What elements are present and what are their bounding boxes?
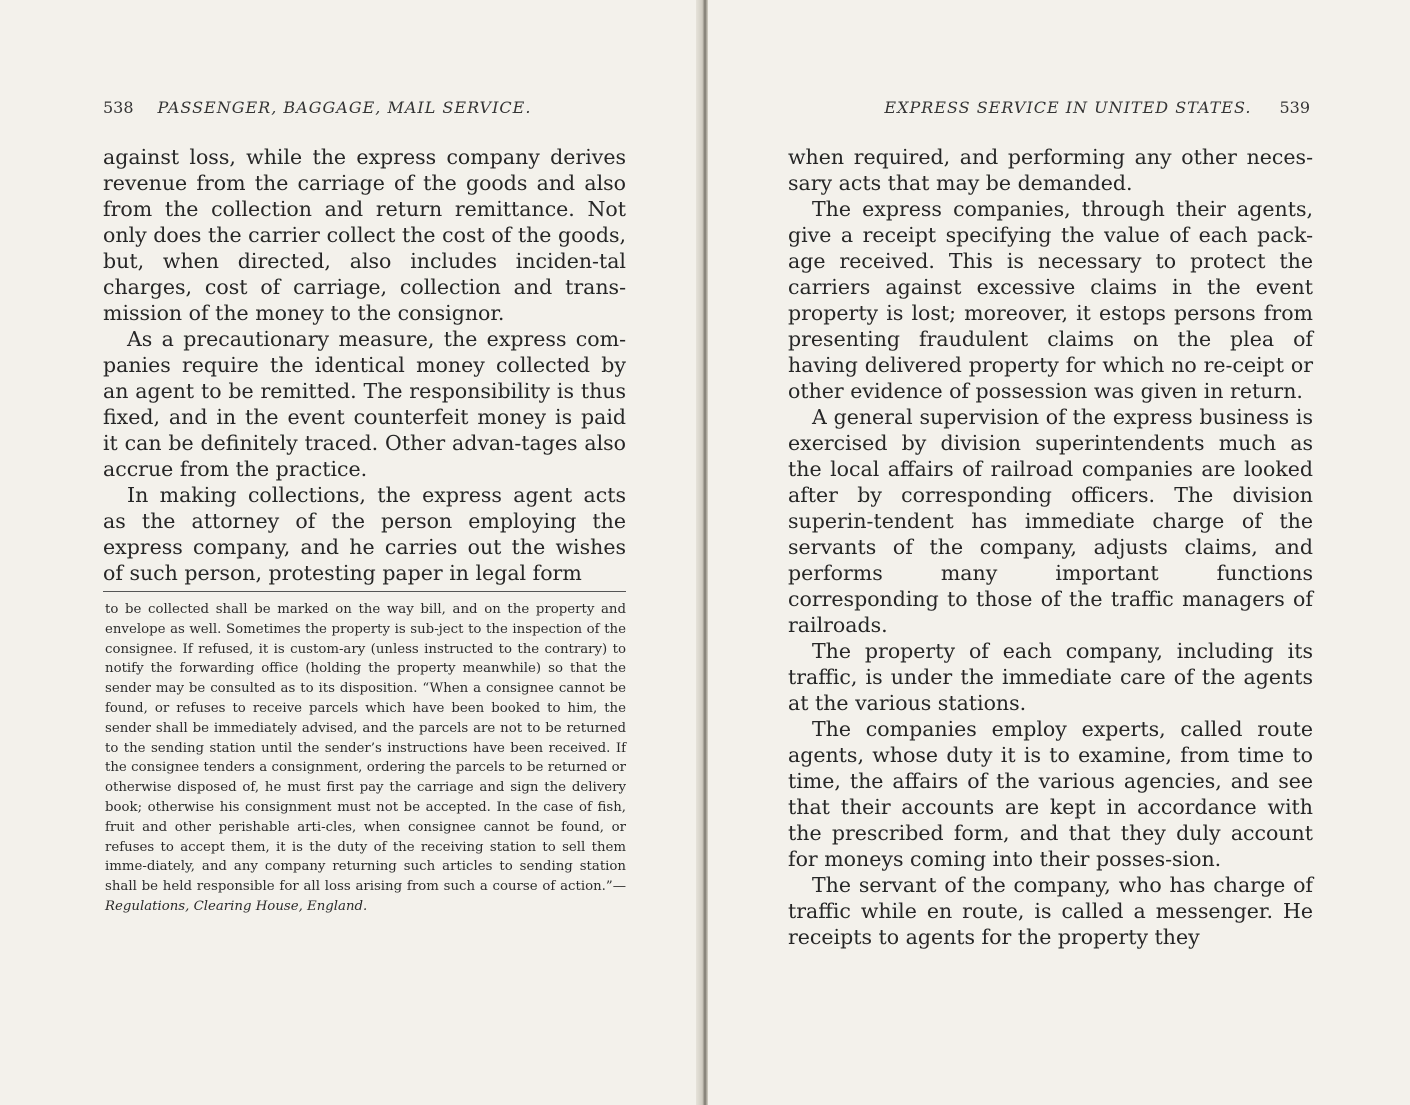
paragraph: against loss, while the express company derives revenue from the carriage of the goods and also from the collection and return remittance. Not only does the carrier collect the cost of the goods, but, when directed, also includes inciden-tal charges, cost of carriage, collection and trans-mission of the money to the consignor.	[103, 145, 626, 325]
paragraph: when required, and performing any other neces-sary acts that may be demanded.	[788, 145, 1313, 195]
paragraph: As a precautionary measure, the express com-panies require the identical money collected by an agent to be remitted. The responsibility is thus fixed, and in the event counterfeit money is paid it can be definitely traced. Other advan-tages also accrue from the practice.	[103, 327, 626, 481]
page-number-right: 539	[1279, 98, 1310, 117]
paragraph: The servant of the company, who has charge of traffic while en route, is called a messenger. He receipts to agents for the property they	[788, 873, 1313, 949]
footnote-source: Regulations, Clearing House, England.	[105, 898, 368, 914]
running-head-right: EXPRESS SERVICE IN UNITED STATES.	[884, 98, 1252, 117]
footnote-text: to be collected shall be marked on the way bill, and on the property and envelope as well. Sometimes the property is sub-ject to the inspection of the consignee. If refused, it is custom-ary (unless instructed to the contrary) to notify the forwarding office (holding the property meanwhile) so that the sender may be consulted as to its disposition. “When a consignee cannot be found, or refuses to receive parcels which have been booked to him, the sender shall be immediately advised, and the parcels are not to be returned to the sending station until the sender’s instructions have been received. If the consignee tenders a consignment, ordering the parcels to be returned or otherwise disposed of, he must first pay the carriage and sign the delivery book; otherwise his consignment must not be accepted. In the case of fish, fruit and other perishable arti-cles, when consignee cannot be found, or refuses to accept them, it is the duty of the receiving station to sell them imme-diately, and any company returning such articles to sending station shall be held responsible for all loss arising from such a course of action.”—	[105, 602, 626, 895]
right-page	[708, 0, 1410, 1105]
paragraph: The express companies, through their agents, give a receipt specifying the value of each pack-age received. This is necessary to protect the carriers against excessive claims in the event property is lost; moreover, it estops persons from presenting fraudulent claims on the plea of having delivered property for which no re-ceipt or other evidence of possession was given in return.	[788, 197, 1313, 403]
running-head-left: PASSENGER, BAGGAGE, MAIL SERVICE.	[157, 98, 532, 117]
left-header	[103, 98, 626, 117]
right-header	[788, 98, 1310, 117]
paragraph: In making collections, the express agent acts as the attorney of the person employing the express company, and he carries out the wishes of such person, protesting paper in legal form	[103, 483, 626, 585]
paragraph: The property of each company, including its traffic, is under the immediate care of the agents at the various stations.	[788, 639, 1313, 715]
right-body-text	[788, 144, 1313, 950]
left-page	[0, 0, 702, 1105]
page-number-left: 538	[103, 98, 134, 117]
footnote	[105, 600, 626, 917]
paragraph: A general supervision of the express business is exercised by division superintendents much as the local affairs of railroad companies are looked after by corresponding officers. The division superin-tendent has immediate charge of the servants of the company, adjusts claims, and performs many important functions corresponding to those of the traffic managers of railroads.	[788, 405, 1313, 637]
paragraph: The companies employ experts, called route agents, whose duty it is to examine, from time to time, the affairs of the various agencies, and see that their accounts are kept in accordance with the prescribed form, and that they duly account for moneys coming into their posses-sion.	[788, 717, 1313, 871]
left-body-text	[103, 144, 626, 586]
footnote-divider	[103, 591, 626, 592]
